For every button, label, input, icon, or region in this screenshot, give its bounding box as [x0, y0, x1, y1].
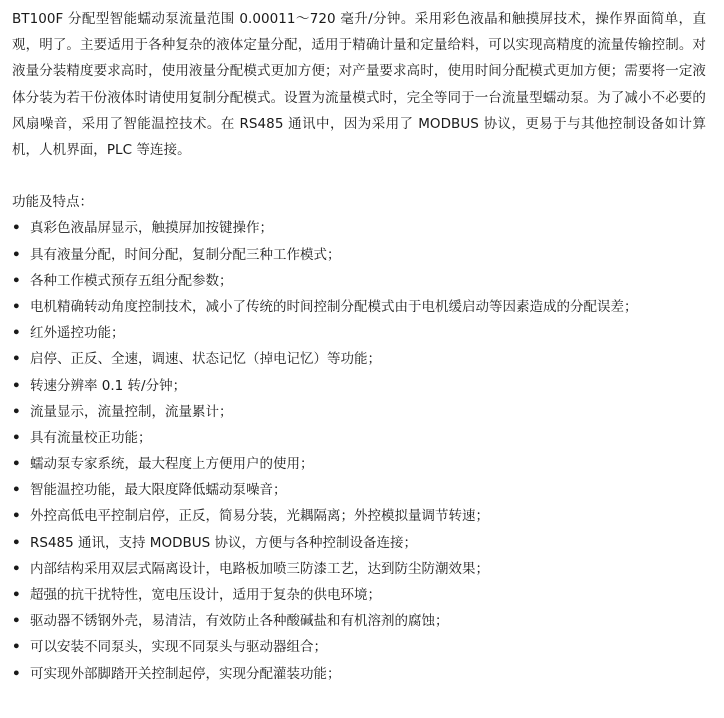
bullet-icon: •: [12, 377, 21, 394]
list-item: [12, 556, 706, 582]
feature-text: 外控高低电平控制启停，正反，简易分装，光耦隔离；外控模拟量调节转速；: [30, 508, 489, 525]
list-item: [12, 530, 706, 556]
features-heading: 功能及特点：: [12, 194, 93, 211]
feature-text: 内部结构采用双层式隔离设计，电路板加喷三防漆工艺，达到防尘防潮效果；: [30, 560, 489, 577]
feature-text: 超强的抗干扰特性，宽电压设计，适用于复杂的供电环境；: [30, 587, 381, 604]
list-item: [12, 399, 706, 425]
feature-text: 智能温控功能，最大限度降低蠕动泵噪音；: [30, 482, 287, 499]
bullet-icon: •: [12, 665, 21, 682]
list-item: [12, 634, 706, 660]
feature-text: 具有流量校正功能；: [30, 429, 152, 446]
intro-paragraph: BT100F 分配型智能蠕动泵流量范围 0.00011～720 毫升/分钟。采用彩色液晶和触摸屏技术，操作界面简单，直观，明了。主要适用于各种复杂的液体定量分配，适用于精确计量和定量给料，可以实现高精度的流量传输控制。对液量分装精度要求高时，使用液量分配模式更加方便；对产量要求高时，使用时间分配模式更加方便；需要将一定液体分装为若干份液体时请使用复制分配模式。设置为流量模式时，完全等同于一台流量型蠕动泵。为了减小不必要的风扇噪音，采用了智能温控技术。在 RS485 通讯中，因为采用了 MODBUS 协议，更易于与其他控制设备如计算机，人机界面，PLC 等连接。: [12, 11, 706, 159]
feature-text: 真彩色液晶屏显示，触摸屏加按键操作；: [30, 220, 273, 237]
bullet-icon: •: [12, 639, 21, 656]
list-item: [12, 477, 706, 503]
bullet-icon: •: [12, 246, 21, 263]
bullet-icon: •: [12, 534, 21, 551]
bullet-icon: •: [12, 613, 21, 630]
feature-text: 具有液量分配，时间分配，复制分配三种工作模式；: [30, 246, 341, 263]
bullet-icon: •: [12, 456, 21, 473]
feature-text: 电机精确转动角度控制技术，减小了传统的时间控制分配模式由于电机缓启动等因素造成的分配误差；: [30, 298, 638, 315]
feature-text: 可以安装不同泵头，实现不同泵头与驱动器组合；: [30, 639, 327, 656]
list-item: [12, 373, 706, 399]
bullet-icon: •: [12, 272, 21, 289]
bullet-icon: •: [12, 587, 21, 604]
list-item: [12, 294, 706, 320]
list-item: [12, 346, 706, 372]
list-item: [12, 608, 706, 634]
bullet-icon: •: [12, 403, 21, 420]
list-item: [12, 661, 706, 687]
bullet-icon: •: [12, 482, 21, 499]
list-item: [12, 503, 706, 529]
bullet-icon: •: [12, 325, 21, 342]
bullet-icon: •: [12, 560, 21, 577]
list-item: [12, 215, 706, 241]
feature-text: 可实现外部脚踏开关控制起停，实现分配灌装功能；: [30, 665, 341, 682]
bullet-icon: •: [12, 298, 21, 315]
bullet-icon: •: [12, 220, 21, 237]
bullet-icon: •: [12, 508, 21, 525]
bullet-icon: •: [12, 351, 21, 368]
bullet-icon: •: [12, 429, 21, 446]
feature-text: 红外遥控功能；: [30, 325, 125, 342]
feature-text: RS485 通讯，支持 MODBUS 协议，方便与各种控制设备连接；: [30, 534, 417, 551]
features-list: [12, 215, 706, 686]
list-item: [12, 425, 706, 451]
list-item: [12, 320, 706, 346]
feature-text: 转速分辨率 0.1 转/分钟；: [30, 377, 187, 394]
feature-text: 启停、正反、全速，调速、状态记忆（掉电记忆）等功能；: [30, 351, 381, 368]
list-item: [12, 451, 706, 477]
feature-text: 各种工作模式预存五组分配参数；: [30, 272, 233, 289]
list-item: [12, 268, 706, 294]
feature-text: 蠕动泵专家系统，最大程度上方便用户的使用；: [30, 456, 314, 473]
list-item: [12, 582, 706, 608]
list-item: [12, 242, 706, 268]
feature-text: 驱动器不锈钢外壳，易清洁，有效防止各种酸碱盐和有机溶剂的腐蚀；: [30, 613, 449, 630]
feature-text: 流量显示，流量控制，流量累计；: [30, 403, 233, 420]
